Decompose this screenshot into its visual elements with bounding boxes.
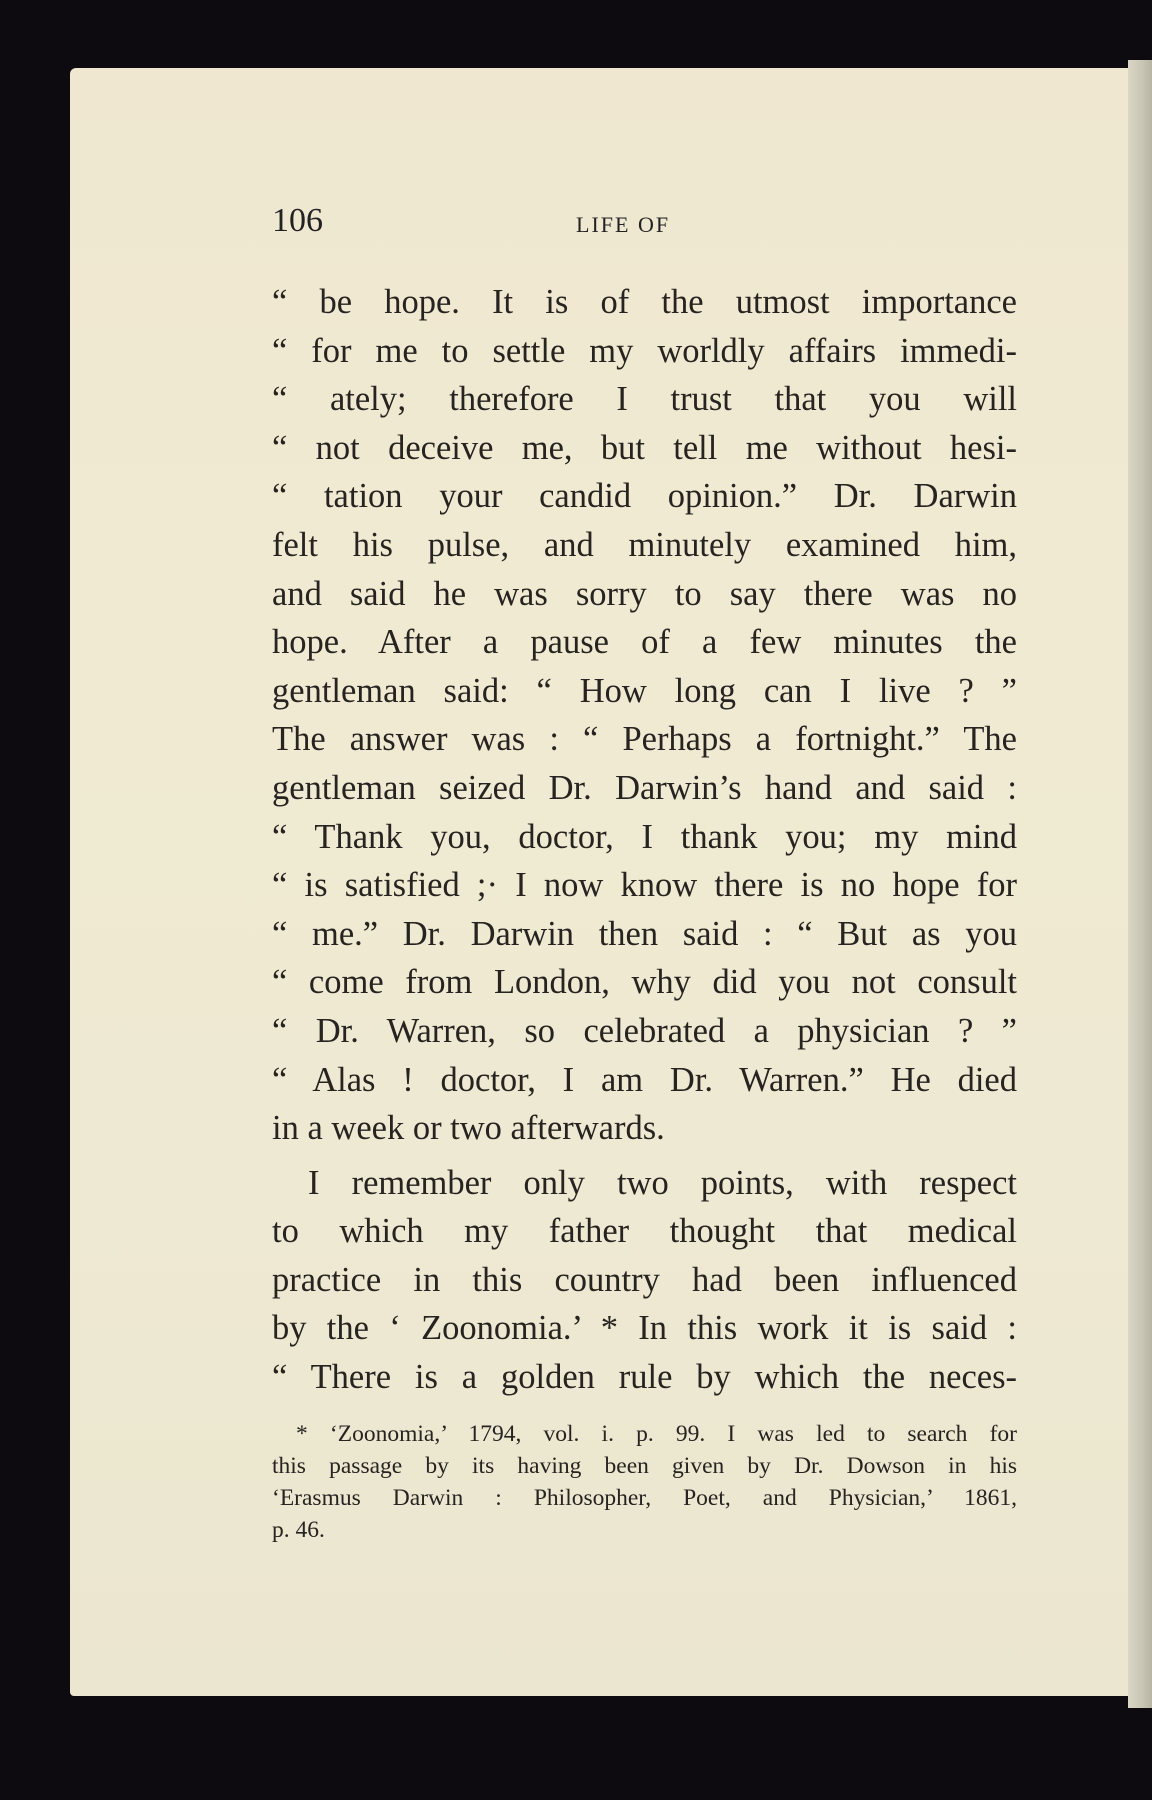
text-line: I remember only two points, with respect bbox=[308, 1163, 1017, 1202]
text-line: “ tation your candid opinion.” Dr. Darwin bbox=[272, 477, 1017, 516]
footnote-line: p. 46. bbox=[272, 1517, 325, 1543]
footnote bbox=[272, 1418, 1017, 1546]
footnote-line: * ‘Zoonomia,’ 1794, vol. i. p. 99. I was led to search for bbox=[296, 1421, 1017, 1447]
text-line: “ be hope. It is of the utmost importance bbox=[272, 283, 1017, 321]
text-line: “ There is a golden rule by which the neces- bbox=[272, 1358, 1017, 1397]
text-line: hope. After a pause of a few minutes the bbox=[272, 623, 1017, 662]
page-edge-stack bbox=[1128, 60, 1152, 1708]
text-line: “ Dr. Warren, so celebrated a physician ? ” bbox=[272, 1011, 1017, 1050]
text-line: to which my father thought that medical bbox=[272, 1212, 1017, 1251]
text-line: “ Thank you, doctor, I thank you; my mind bbox=[272, 817, 1017, 856]
page-header bbox=[272, 202, 1020, 246]
text-line: by the ‘ Zoonomia.’ * In this work it is said : bbox=[272, 1309, 1017, 1348]
body-text bbox=[272, 278, 1017, 1402]
text-line: “ ately; therefore I trust that you will bbox=[272, 380, 1017, 419]
text-line: practice in this country had been influenced bbox=[272, 1260, 1017, 1299]
footnote-line: this passage by its having been given by Dr. Dowson in his bbox=[272, 1453, 1017, 1479]
text-line: “ for me to settle my worldly affairs immedi- bbox=[272, 331, 1017, 370]
text-line: gentleman seized Dr. Darwin’s hand and said : bbox=[272, 768, 1017, 807]
text-line: gentleman said: “ How long can I live ? ” bbox=[272, 671, 1017, 710]
text-line: “ me.” Dr. Darwin then said : “ But as you bbox=[272, 914, 1017, 953]
text-line: felt his pulse, and minutely examined him, bbox=[272, 525, 1017, 564]
text-line: in a week or two afterwards. bbox=[272, 1109, 665, 1148]
text-line: The answer was : “ Perhaps a fortnight.” The bbox=[272, 720, 1017, 759]
page-number: 106 bbox=[272, 202, 323, 239]
text-line: and said he was sorry to say there was no bbox=[272, 574, 1017, 613]
text-line: “ not deceive me, but tell me without hesi- bbox=[272, 428, 1017, 467]
text-line: “ come from London, why did you not consult bbox=[272, 963, 1017, 1002]
running-head: LIFE OF bbox=[576, 212, 671, 237]
text-line: “ is satisfied ;· I now know there is no hope for bbox=[272, 866, 1017, 905]
footnote-line: ‘Erasmus Darwin : Philosopher, Poet, and Physician,’ 1861, bbox=[272, 1485, 1017, 1511]
text-line: “ Alas ! doctor, I am Dr. Warren.” He died bbox=[272, 1060, 1017, 1099]
